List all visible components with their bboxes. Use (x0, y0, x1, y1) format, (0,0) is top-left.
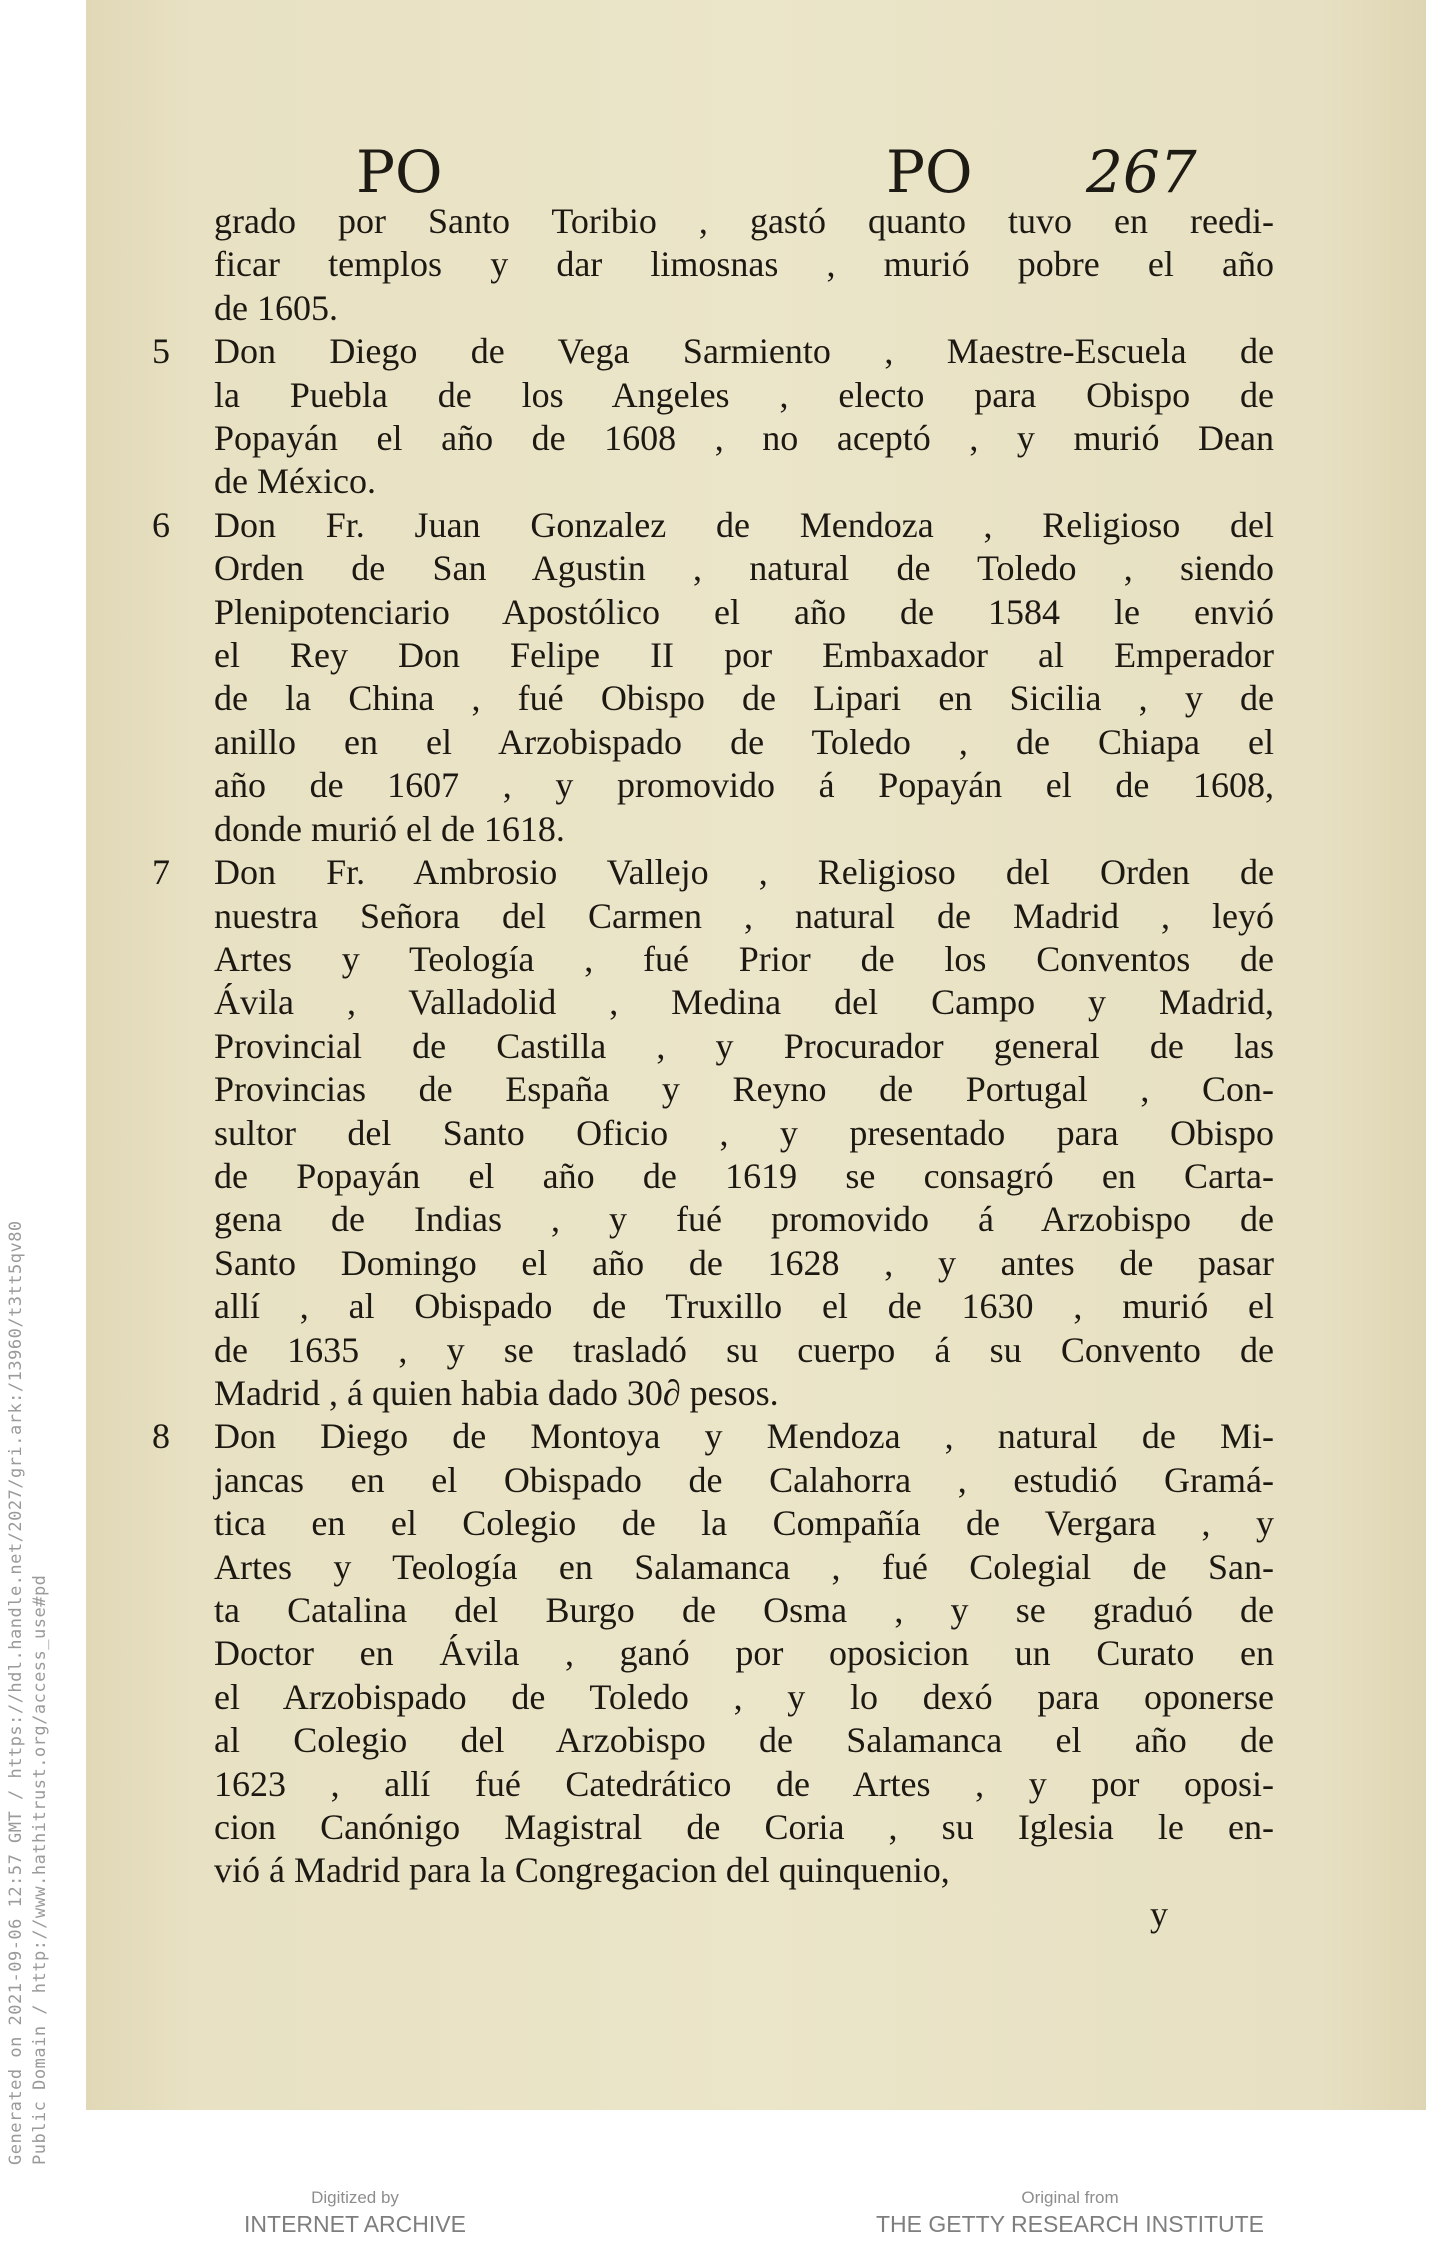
digitizer-credit (230, 2188, 480, 2238)
entry (152, 504, 1274, 851)
catchword: y (1150, 1894, 1168, 1934)
entry-number: 5 (152, 331, 170, 372)
text-line: de la China , fué Obispo de Lipari en Sicilia , y de (214, 678, 1274, 719)
text-line: donde murió el de 1618. (214, 808, 565, 849)
digitized-by-label: Digitized by (311, 2188, 399, 2207)
text-line: Madrid , á quien habia dado 30∂ pesos. (214, 1372, 779, 1413)
text-line: Santo Domingo el año de 1628 , y antes de pasar (214, 1242, 1274, 1283)
text-line: Popayán el año de 1608 , no aceptó , y murió Dean (214, 418, 1274, 459)
text-line: vió á Madrid para la Congregacion del quinquenio, (214, 1850, 950, 1891)
generation-stamp-line: Generated on 2021-09-06 12:57 GMT / https://hdl.handle.net/2027/gri.ark:/13960/t3tt5qv80 (6, 1220, 26, 2165)
text-line: grado por Santo Toribio , gastó quanto tuvo en reedi- (214, 201, 1274, 241)
text-line: Provincial de Castilla , y Procurador general de las (214, 1025, 1274, 1066)
text-line: de 1635 , y se trasladó su cuerpo á su Convento de (214, 1329, 1274, 1370)
entry-number: 7 (152, 852, 170, 893)
digitizer-name: INTERNET ARCHIVE (244, 2211, 466, 2237)
text-line: anillo en el Arzobispado de Toledo , de Chiapa el (214, 721, 1274, 762)
page-number: 267 (1086, 138, 1197, 206)
source-credit (870, 2188, 1270, 2238)
text-line: año de 1607 , y promovido á Popayán el de 1608, (214, 765, 1274, 806)
generation-stamp (0, 0, 60, 2242)
text-line: de México. (214, 461, 376, 502)
text-line: tica en el Colegio de la Compañía de Vergara , y (214, 1503, 1274, 1544)
text-line: el Arzobispado de Toledo , y lo dexó para oponerse (214, 1676, 1274, 1717)
text-line: ficar templos y dar limosnas , murió pobre el año (214, 244, 1274, 285)
running-head-right: PO (886, 138, 973, 206)
original-from-label: Original from (1021, 2188, 1119, 2207)
text-line: Artes y Teología , fué Prior de los Conventos de (214, 938, 1274, 979)
text-line: de 1605. (214, 287, 338, 328)
entry (152, 1415, 1274, 1892)
license-stamp-line: Public Domain / http://www.hathitrust.org/access_use#pd (30, 1574, 50, 2165)
entry (152, 330, 1274, 504)
entry (214, 200, 1274, 330)
book-page (86, 0, 1426, 2110)
text-line: jancas en el Obispado de Calahorra , estudió Gramá- (214, 1459, 1274, 1500)
text-line: ta Catalina del Burgo de Osma , y se graduó de (214, 1590, 1274, 1630)
text-line: al Colegio del Arzobispo de Salamanca el año de (214, 1720, 1274, 1761)
entry (152, 851, 1274, 1415)
text-line: Don Diego de Vega Sarmiento , Maestre-Escuela de (214, 331, 1274, 372)
text-line: Doctor en Ávila , ganó por oposicion un Curato en (214, 1633, 1274, 1674)
text-line: Ávila , Valladolid , Medina del Campo y Madrid, (214, 982, 1274, 1023)
page-body (152, 200, 1274, 1893)
text-line: nuestra Señora del Carmen , natural de Madrid , leyó (214, 895, 1274, 936)
text-line: el Rey Don Felipe II por Embaxador al Emperador (214, 635, 1274, 676)
text-line: Provincias de España y Reyno de Portugal , Con- (214, 1069, 1274, 1110)
text-line: Don Fr. Juan Gonzalez de Mendoza , Religioso del (214, 504, 1274, 545)
entry-number: 6 (152, 504, 170, 545)
text-line: la Puebla de los Angeles , electo para Obispo de (214, 374, 1274, 415)
running-head-left: PO (356, 138, 443, 206)
text-line: de Popayán el año de 1619 se consagró en Carta- (214, 1155, 1274, 1196)
text-line: sultor del Santo Oficio , y presentado para Obispo (214, 1112, 1274, 1153)
entry-number: 8 (152, 1416, 170, 1457)
text-line: Plenipotenciario Apostólico el año de 1584 le envió (214, 591, 1274, 632)
text-line: Orden de San Agustin , natural de Toledo , siendo (214, 548, 1274, 589)
text-line: Artes y Teología en Salamanca , fué Colegial de San- (214, 1546, 1274, 1587)
source-name: THE GETTY RESEARCH INSTITUTE (875, 2211, 1265, 2237)
text-line: Don Fr. Ambrosio Vallejo , Religioso del Orden de (214, 852, 1274, 893)
text-line: allí , al Obispado de Truxillo el de 1630 , murió el (214, 1286, 1274, 1327)
text-line: 1623 , allí fué Catedrático de Artes , y por oposi- (214, 1763, 1274, 1804)
text-line: cion Canónigo Magistral de Coria , su Iglesia le en- (214, 1807, 1274, 1848)
text-line: gena de Indias , y fué promovido á Arzobispo de (214, 1199, 1274, 1240)
text-line: Don Diego de Montoya y Mendoza , natural de Mi- (214, 1416, 1274, 1457)
